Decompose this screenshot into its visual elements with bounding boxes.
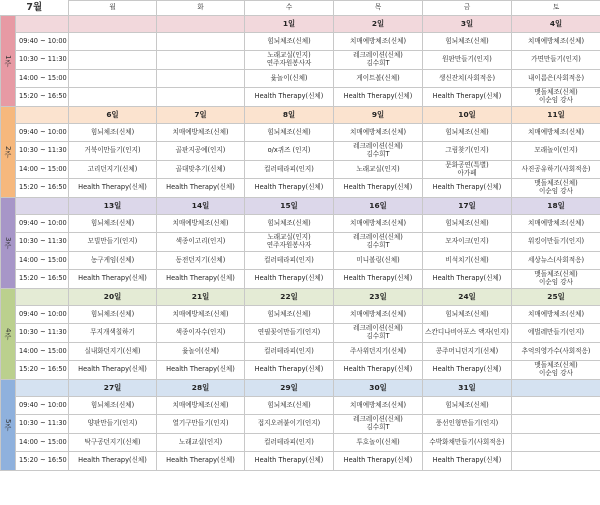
activity-cell-fri: 수박화채만들기(사회적응) (423, 434, 512, 452)
activity-cell-tue: 노래교실(인지) (157, 434, 245, 452)
activity-cell-thu: 레크레이션(신체) 김수희T (334, 415, 423, 434)
activity-cell-fri: 힘뇌체조(신체) (423, 33, 512, 51)
time-slot: 09:40 ~ 10:00 (16, 215, 69, 233)
schedule-row (1, 142, 600, 161)
schedule-row (1, 161, 600, 179)
time-slot: 10:30 ~ 11:30 (16, 233, 69, 252)
activity-cell-wed: 힘뇌체조(신체) (245, 306, 334, 324)
date-cell-fri: 3일 (423, 16, 512, 33)
schedule-body (1, 1, 600, 471)
schedule-row (1, 215, 600, 233)
schedule-row (1, 361, 600, 380)
month-title: 7월 (1, 1, 69, 16)
activity-cell-fri: 풍선인형만들기(인지) (423, 415, 512, 434)
activity-cell-fri: 힘뇌체조(신체) (423, 215, 512, 233)
week-label-text: 5주 (3, 419, 13, 431)
activity-cell-thu: 레크레이션(신체) 김수희T (334, 324, 423, 343)
time-column-spacer (16, 380, 69, 397)
activity-cell-fri: 스칸디나비아포스 액자(인지) (423, 324, 512, 343)
date-cell-thu: 16일 (334, 198, 423, 215)
activity-cell-sat: 모래놀이(인지) (512, 142, 600, 161)
activity-cell-sat: 치매예방체조(신체) (512, 306, 600, 324)
activity-cell-wed: 힘뇌체조(신체) (245, 215, 334, 233)
activity-cell-sat: 내이름은(사회적응) (512, 70, 600, 88)
activity-cell-tue: 골판지공예(인지) (157, 142, 245, 161)
activity-cell-mon: 무지개색칠하기 (69, 324, 157, 343)
time-slot: 15:20 ~ 16:50 (16, 270, 69, 289)
schedule-row (1, 252, 600, 270)
date-cell-sat: 11일 (512, 107, 600, 124)
activity-cell-thu: 치매예방체조(신체) (334, 306, 423, 324)
activity-cell-sat: 세상뉴스(사회적응) (512, 252, 600, 270)
activity-cell-mon (69, 88, 157, 107)
activity-cell-mon: 거북이만들기(인지) (69, 142, 157, 161)
time-slot: 15:20 ~ 16:50 (16, 88, 69, 107)
time-slot: 09:40 ~ 10:00 (16, 397, 69, 415)
week-label-text: 3주 (3, 237, 13, 249)
activity-cell-tue: 치매예방체조(신체) (157, 397, 245, 415)
week-label-text: 4주 (3, 328, 13, 340)
week-1-date-row (1, 16, 600, 33)
activity-cell-sat (512, 434, 600, 452)
activity-cell-fri: 원판만들기(인지) (423, 51, 512, 70)
date-cell-wed: 15일 (245, 198, 334, 215)
week-5-label (1, 380, 16, 471)
schedule-row (1, 415, 600, 434)
activity-cell-fri: 생신잔치(사회적응) (423, 70, 512, 88)
week-4-label (1, 289, 16, 380)
activity-cell-sat: 추억의영가수(사회적응) (512, 343, 600, 361)
schedule-row (1, 88, 600, 107)
activity-cell-thu: 레크레이션(신체) 김수희T (334, 233, 423, 252)
activity-cell-wed: 노래교실(인지) 연주자원봉사자 (245, 233, 334, 252)
activity-cell-wed: 접지오려붙이기(인지) (245, 415, 334, 434)
date-cell-tue (157, 16, 245, 33)
time-slot: 15:20 ~ 16:50 (16, 452, 69, 471)
date-cell-wed: 29일 (245, 380, 334, 397)
schedule-row (1, 343, 600, 361)
activity-cell-mon: Health Therapy(신체) (69, 179, 157, 198)
schedule-row (1, 324, 600, 343)
time-slot: 09:40 ~ 10:00 (16, 33, 69, 51)
activity-cell-sat: 사진공유하기(사회적응) (512, 161, 600, 179)
activity-cell-thu: 치매예방체조(신체) (334, 215, 423, 233)
time-column-spacer (16, 107, 69, 124)
time-slot: 10:30 ~ 11:30 (16, 51, 69, 70)
activity-cell-tue: Health Therapy(신체) (157, 270, 245, 289)
activity-cell-sat: 치매예방체조(신체) (512, 215, 600, 233)
activity-cell-wed: Health Therapy(신체) (245, 88, 334, 107)
activity-cell-mon: 농구게임(신체) (69, 252, 157, 270)
activity-cell-sat: 워킹이만들기(인지) (512, 233, 600, 252)
activity-cell-sat: 맷돌체조(신체) 이순임 강사 (512, 179, 600, 198)
activity-cell-fri: Health Therapy(신체) (423, 361, 512, 380)
activity-cell-wed: 힘뇌체조(신체) (245, 124, 334, 142)
activity-cell-mon: 실내화던지기(신체) (69, 343, 157, 361)
time-slot: 14:00 ~ 15:00 (16, 252, 69, 270)
activity-cell-thu: 미니볼링(신체) (334, 252, 423, 270)
week-1-label (1, 16, 16, 107)
activity-cell-thu: 노래교실(인지) (334, 161, 423, 179)
activity-cell-fri: Health Therapy(신체) (423, 179, 512, 198)
activity-cell-wed: 컬러테라피(인지) (245, 434, 334, 452)
date-cell-fri: 10일 (423, 107, 512, 124)
time-slot: 10:30 ~ 11:30 (16, 324, 69, 343)
date-cell-tue: 7일 (157, 107, 245, 124)
weekday-wed: 수 (245, 1, 334, 16)
activity-cell-thu: Health Therapy(신체) (334, 270, 423, 289)
activity-cell-mon: Health Therapy(신체) (69, 452, 157, 471)
schedule-row (1, 270, 600, 289)
activity-cell-thu: 치매예방체조(신체) (334, 124, 423, 142)
time-slot: 14:00 ~ 15:00 (16, 161, 69, 179)
week-2-date-row (1, 107, 600, 124)
date-cell-fri: 24일 (423, 289, 512, 306)
activity-cell-mon: 힘뇌체조(신체) (69, 124, 157, 142)
activity-cell-fri: 힘뇌체조(신체) (423, 306, 512, 324)
activity-cell-thu: 치매예방체조(신체) (334, 33, 423, 51)
schedule-row (1, 51, 600, 70)
time-column-spacer (16, 16, 69, 33)
activity-cell-sat (512, 397, 600, 415)
activity-cell-thu: 주사위던지기(신체) (334, 343, 423, 361)
date-cell-sat: 18일 (512, 198, 600, 215)
weekday-header-row (1, 1, 600, 16)
activity-cell-thu: Health Therapy(신체) (334, 361, 423, 380)
weekday-fri: 금 (423, 1, 512, 16)
date-cell-sat (512, 380, 600, 397)
activity-cell-tue (157, 33, 245, 51)
week-3-label (1, 198, 16, 289)
activity-cell-tue: 동전던지기(신체) (157, 252, 245, 270)
activity-cell-fri: Health Therapy(신체) (423, 270, 512, 289)
date-cell-mon: 27일 (69, 380, 157, 397)
time-slot: 15:20 ~ 16:50 (16, 361, 69, 380)
time-column-spacer (16, 198, 69, 215)
activity-cell-wed: 컬러테라피(인지) (245, 161, 334, 179)
activity-cell-wed: Health Therapy(신체) (245, 452, 334, 471)
date-cell-thu: 30일 (334, 380, 423, 397)
activity-cell-tue (157, 70, 245, 88)
activity-cell-wed: Health Therapy(신체) (245, 270, 334, 289)
date-cell-thu: 9일 (334, 107, 423, 124)
time-column-spacer (16, 289, 69, 306)
activity-cell-fri: Health Therapy(신체) (423, 452, 512, 471)
time-slot: 14:00 ~ 15:00 (16, 434, 69, 452)
activity-cell-fri: 비석치기(신체) (423, 252, 512, 270)
weekday-mon: 월 (69, 1, 157, 16)
activity-cell-mon: Health Therapy(신체) (69, 270, 157, 289)
activity-cell-thu: Health Therapy(신체) (334, 179, 423, 198)
activity-cell-wed: Health Therapy(신체) (245, 179, 334, 198)
activity-cell-wed: 컬러테라피(인지) (245, 252, 334, 270)
time-slot: 14:00 ~ 15:00 (16, 343, 69, 361)
week-4-date-row (1, 289, 600, 306)
weekday-thu: 목 (334, 1, 423, 16)
activity-cell-thu: 레크레이션(신체) 김수희T (334, 51, 423, 70)
date-cell-wed: 22일 (245, 289, 334, 306)
date-cell-mon (69, 16, 157, 33)
schedule-row (1, 33, 600, 51)
activity-cell-mon: 힘뇌체조(신체) (69, 397, 157, 415)
activity-cell-thu: 치매예방체조(신체) (334, 397, 423, 415)
weekday-sat: 토 (512, 1, 600, 16)
activity-cell-sat (512, 452, 600, 471)
week-5-date-row (1, 380, 600, 397)
date-cell-fri: 31일 (423, 380, 512, 397)
activity-cell-tue: 윷놀이(신체) (157, 343, 245, 361)
date-cell-thu: 23일 (334, 289, 423, 306)
activity-cell-tue: 색종이자수(인지) (157, 324, 245, 343)
activity-cell-wed: 윷놀이(신체) (245, 70, 334, 88)
time-slot: 09:40 ~ 10:00 (16, 124, 69, 142)
date-cell-wed: 8일 (245, 107, 334, 124)
activity-cell-sat: 치매예방체조(신체) (512, 124, 600, 142)
time-slot: 14:00 ~ 15:00 (16, 70, 69, 88)
activity-cell-fri: 힘뇌체조(신체) (423, 124, 512, 142)
activity-cell-tue: 치매예방체조(신체) (157, 306, 245, 324)
activity-cell-sat: 가면만들기(인지) (512, 51, 600, 70)
time-slot: 10:30 ~ 11:30 (16, 415, 69, 434)
activity-cell-tue: 골대맞추기(신체) (157, 161, 245, 179)
activity-cell-fri: 콩주머니던지기(신체) (423, 343, 512, 361)
date-cell-tue: 14일 (157, 198, 245, 215)
activity-cell-tue: 치매예방체조(신체) (157, 124, 245, 142)
activity-cell-wed: 노래교실(인지) 연주자원봉사자 (245, 51, 334, 70)
date-cell-tue: 28일 (157, 380, 245, 397)
activity-cell-sat: 맷돌체조(신체) 이순임 강사 (512, 270, 600, 289)
activity-cell-wed: 힘뇌체조(신체) (245, 397, 334, 415)
schedule-row (1, 233, 600, 252)
activity-cell-fri: 힘뇌체조(신체) (423, 397, 512, 415)
schedule-row (1, 306, 600, 324)
activity-cell-tue: Health Therapy(신체) (157, 179, 245, 198)
activity-cell-mon (69, 70, 157, 88)
time-slot: 15:20 ~ 16:50 (16, 179, 69, 198)
activity-cell-mon: Health Therapy(신체) (69, 361, 157, 380)
activity-cell-sat: 에벌레만들기(인지) (512, 324, 600, 343)
activity-cell-wed: 연필꽂이만들기(인지) (245, 324, 334, 343)
activity-cell-fri: 그림찾기(인지) (423, 142, 512, 161)
activity-cell-fri: Health Therapy(신체) (423, 88, 512, 107)
activity-cell-tue: 치매예방체조(신체) (157, 215, 245, 233)
week-2-label (1, 107, 16, 198)
activity-cell-tue (157, 51, 245, 70)
activity-cell-tue: Health Therapy(신체) (157, 452, 245, 471)
activity-cell-sat: 맷돌체조(신체) 이순임 강사 (512, 361, 600, 380)
activity-cell-tue: Health Therapy(신체) (157, 361, 245, 380)
activity-cell-sat (512, 415, 600, 434)
activity-cell-sat: 치매예방체조(신체) (512, 33, 600, 51)
date-cell-tue: 21일 (157, 289, 245, 306)
date-cell-mon: 20일 (69, 289, 157, 306)
date-cell-sat: 25일 (512, 289, 600, 306)
time-slot: 10:30 ~ 11:30 (16, 142, 69, 161)
activity-cell-thu: Health Therapy(신체) (334, 88, 423, 107)
week-label-text: 1주 (3, 55, 13, 67)
activity-cell-tue (157, 88, 245, 107)
date-cell-thu: 2일 (334, 16, 423, 33)
activity-cell-wed: 힘뇌체조(신체) (245, 33, 334, 51)
date-cell-mon: 6일 (69, 107, 157, 124)
activity-cell-mon (69, 33, 157, 51)
date-cell-sat: 4일 (512, 16, 600, 33)
date-cell-wed: 1일 (245, 16, 334, 33)
week-3-date-row (1, 198, 600, 215)
activity-cell-mon: 힘뇌체조(신체) (69, 215, 157, 233)
activity-cell-mon: 고리던지기(신체) (69, 161, 157, 179)
activity-cell-wed: o/x퀴즈 (인지) (245, 142, 334, 161)
time-slot: 09:40 ~ 10:00 (16, 306, 69, 324)
schedule-row (1, 452, 600, 471)
activity-cell-wed: Health Therapy(신체) (245, 361, 334, 380)
activity-cell-mon (69, 51, 157, 70)
activity-cell-thu: Health Therapy(신체) (334, 452, 423, 471)
activity-cell-thu: 투호놀이(신체) (334, 434, 423, 452)
activity-cell-mon: 탁구공던지기(신체) (69, 434, 157, 452)
activity-cell-sat: 맷돌체조(신체) 이순임 강사 (512, 88, 600, 107)
schedule-row (1, 397, 600, 415)
week-label-text: 2주 (3, 146, 13, 158)
activity-cell-wed: 컬러테라피(인지) (245, 343, 334, 361)
activity-cell-fri: 모자이크(인지) (423, 233, 512, 252)
schedule-row (1, 70, 600, 88)
activity-cell-mon: 힘뇌체조(신체) (69, 306, 157, 324)
date-cell-mon: 13일 (69, 198, 157, 215)
activity-cell-fri: 문화공연(특별) 아가페 (423, 161, 512, 179)
schedule-row (1, 434, 600, 452)
activity-cell-mon: 양판만들기(인지) (69, 415, 157, 434)
weekday-tue: 화 (157, 1, 245, 16)
schedule-row (1, 179, 600, 198)
date-cell-fri: 17일 (423, 198, 512, 215)
schedule-row (1, 124, 600, 142)
activity-cell-thu: 레크레이션(신체) 김수희T (334, 142, 423, 161)
activity-cell-tue: 열기구만들기(인지) (157, 415, 245, 434)
activity-cell-mon: 모빌만들기(인지) (69, 233, 157, 252)
activity-cell-tue: 색종이고리(인지) (157, 233, 245, 252)
activity-cell-thu: 게이트볼(신체) (334, 70, 423, 88)
